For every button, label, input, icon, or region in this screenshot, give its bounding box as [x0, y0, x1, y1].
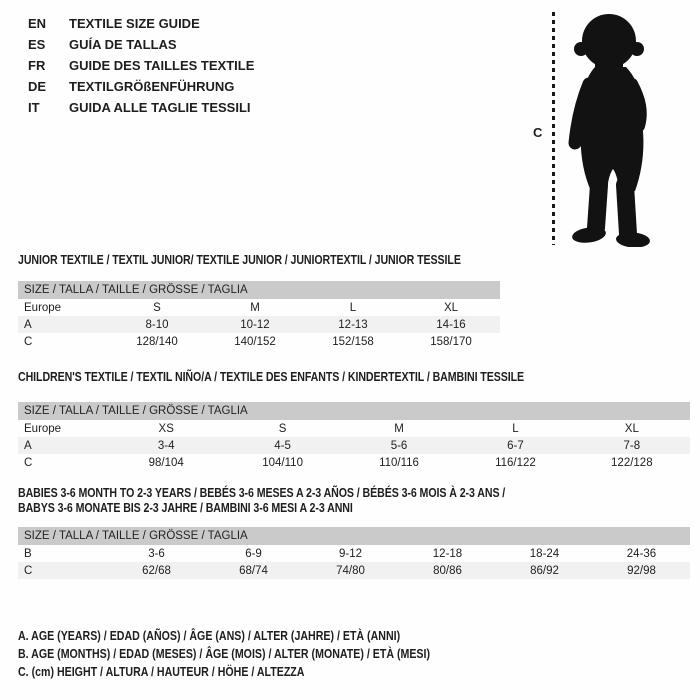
- row-label: A: [24, 439, 32, 452]
- children-textile-section: [18, 370, 690, 471]
- table-cell: 6-7: [507, 439, 524, 452]
- table-cell: L: [349, 301, 357, 314]
- language-row-fr: [28, 55, 254, 76]
- language-code: IT: [28, 100, 40, 115]
- guide-title-de: TEXTILGRÖßENFÜHRUNG: [69, 79, 235, 94]
- table-row-height: [18, 333, 500, 350]
- size-table-header: SIZE / TALLA / TAILLE / GRÖSSE / TAGLIA: [18, 281, 500, 299]
- table-cell: 152/158: [332, 335, 374, 348]
- table-cell: 110/116: [379, 456, 419, 469]
- babies-textile-section: [18, 486, 690, 579]
- size-table-header: SIZE / TALLA / TAILLE / GRÖSSE / TAGLIA: [18, 527, 690, 545]
- table-cell: 128/140: [136, 335, 178, 348]
- language-code: EN: [28, 16, 47, 31]
- table-cell: 4-5: [274, 439, 291, 452]
- table-cell: 6-9: [245, 547, 262, 560]
- table-cell: 12-18: [432, 547, 463, 560]
- language-row-es: [28, 34, 254, 55]
- table-cell: XL: [443, 301, 459, 314]
- table-cell: 92/98: [627, 564, 656, 577]
- legend-line-b: B. AGE (MONTHS) / EDAD (MESES) / ÂGE (MOIS) / ALTER (MONATE) / ETÀ (MESI): [18, 647, 431, 661]
- table-cell: L: [512, 422, 519, 435]
- legend-line-c: C. (cm) HEIGHT / ALTURA / HAUTEUR / HÖHE / ALTEZZA: [18, 665, 305, 679]
- table-cell: XL: [624, 422, 639, 435]
- children-table-title: CHILDREN'S TEXTILE / TEXTIL NIÑO/A / TEXTILE DES ENFANTS / KINDERTEXTIL / BAMBINI TESSILE: [18, 370, 524, 384]
- language-code: DE: [28, 79, 47, 94]
- table-cell: 5-6: [390, 439, 408, 452]
- table-cell: 18-24: [529, 547, 560, 560]
- table-cell: 3-4: [157, 439, 175, 452]
- table-cell: 140/152: [234, 335, 276, 348]
- babies-table-title-line1: BABIES 3-6 MONTH TO 2-3 YEARS / BEBÉS 3-6 MESES A 2-3 AÑOS / BÉBÉS 3-6 MOIS À 2-3 ANS /: [18, 486, 506, 500]
- row-label: B: [24, 547, 32, 560]
- language-title-list: [28, 13, 254, 118]
- table-cell: 68/74: [239, 564, 268, 577]
- table-row-months: [18, 545, 690, 562]
- table-cell: XS: [158, 422, 174, 435]
- junior-textile-section: [18, 253, 690, 350]
- height-dashed-line: [552, 12, 555, 245]
- children-size-table: [18, 402, 690, 471]
- table-cell: S: [153, 301, 161, 314]
- size-table-header: SIZE / TALLA / TAILLE / GRÖSSE / TAGLIA: [18, 402, 690, 420]
- guide-title-es: GUÍA DE TALLAS: [69, 37, 177, 52]
- table-cell: 9-12: [338, 547, 363, 560]
- row-label: A: [24, 318, 32, 331]
- language-row-de: [28, 76, 254, 97]
- table-cell: 74/80: [336, 564, 365, 577]
- table-row-europe: [18, 299, 500, 316]
- table-cell: 98/104: [148, 456, 184, 469]
- junior-size-table: [18, 281, 500, 350]
- table-row-age: [18, 316, 500, 333]
- language-code: FR: [28, 58, 46, 73]
- table-cell: M: [250, 301, 260, 314]
- table-cell: 104/110: [262, 456, 303, 469]
- height-measure-label: C: [533, 125, 543, 140]
- table-row-age: [18, 437, 690, 454]
- legend-line-a: A. AGE (YEARS) / EDAD (AÑOS) / ÂGE (ANS) / ALTER (JAHRE) / ETÀ (ANNI): [18, 629, 401, 643]
- table-cell: 122/128: [611, 456, 653, 469]
- row-label: Europe: [24, 422, 62, 435]
- table-cell: 24-36: [626, 547, 657, 560]
- row-label: C: [24, 564, 33, 577]
- row-label: C: [24, 335, 33, 348]
- table-cell: 3-6: [148, 547, 165, 560]
- junior-table-title: JUNIOR TEXTILE / TEXTIL JUNIOR/ TEXTILE JUNIOR / JUNIORTEXTIL / JUNIOR TESSILE: [18, 253, 461, 267]
- guide-title-it: GUIDA ALLE TAGLIE TESSILI: [69, 100, 251, 115]
- babies-table-title-line2: BABYS 3-6 MONATE BIS 2-3 JAHRE / BAMBINI 3-6 MESI A 2-3 ANNI: [18, 501, 353, 515]
- table-cell: 116/122: [495, 456, 536, 469]
- guide-title-en: TEXTILE SIZE GUIDE: [69, 16, 200, 31]
- table-row-europe: [18, 420, 690, 437]
- language-code: ES: [28, 37, 46, 52]
- table-cell: 14-16: [436, 318, 466, 331]
- table-cell: 12-13: [338, 318, 368, 331]
- guide-title-fr: GUIDE DES TAILLES TEXTILE: [69, 58, 255, 73]
- measurement-legend: [18, 627, 503, 681]
- table-cell: 8-10: [145, 318, 169, 331]
- table-cell: S: [278, 422, 287, 435]
- table-cell: 62/68: [142, 564, 171, 577]
- row-label: Europe: [24, 301, 62, 314]
- toddler-silhouette-icon: [562, 7, 666, 247]
- table-cell: 86/92: [530, 564, 559, 577]
- table-row-height: [18, 562, 690, 579]
- table-cell: 7-8: [623, 439, 641, 452]
- row-label: C: [24, 456, 33, 469]
- table-row-height: [18, 454, 690, 471]
- babies-size-table: [18, 527, 690, 579]
- language-row-en: [28, 13, 254, 34]
- table-cell: 10-12: [240, 318, 270, 331]
- table-cell: 158/170: [430, 335, 472, 348]
- language-row-it: [28, 97, 254, 118]
- table-cell: M: [394, 422, 404, 435]
- table-cell: 80/86: [433, 564, 462, 577]
